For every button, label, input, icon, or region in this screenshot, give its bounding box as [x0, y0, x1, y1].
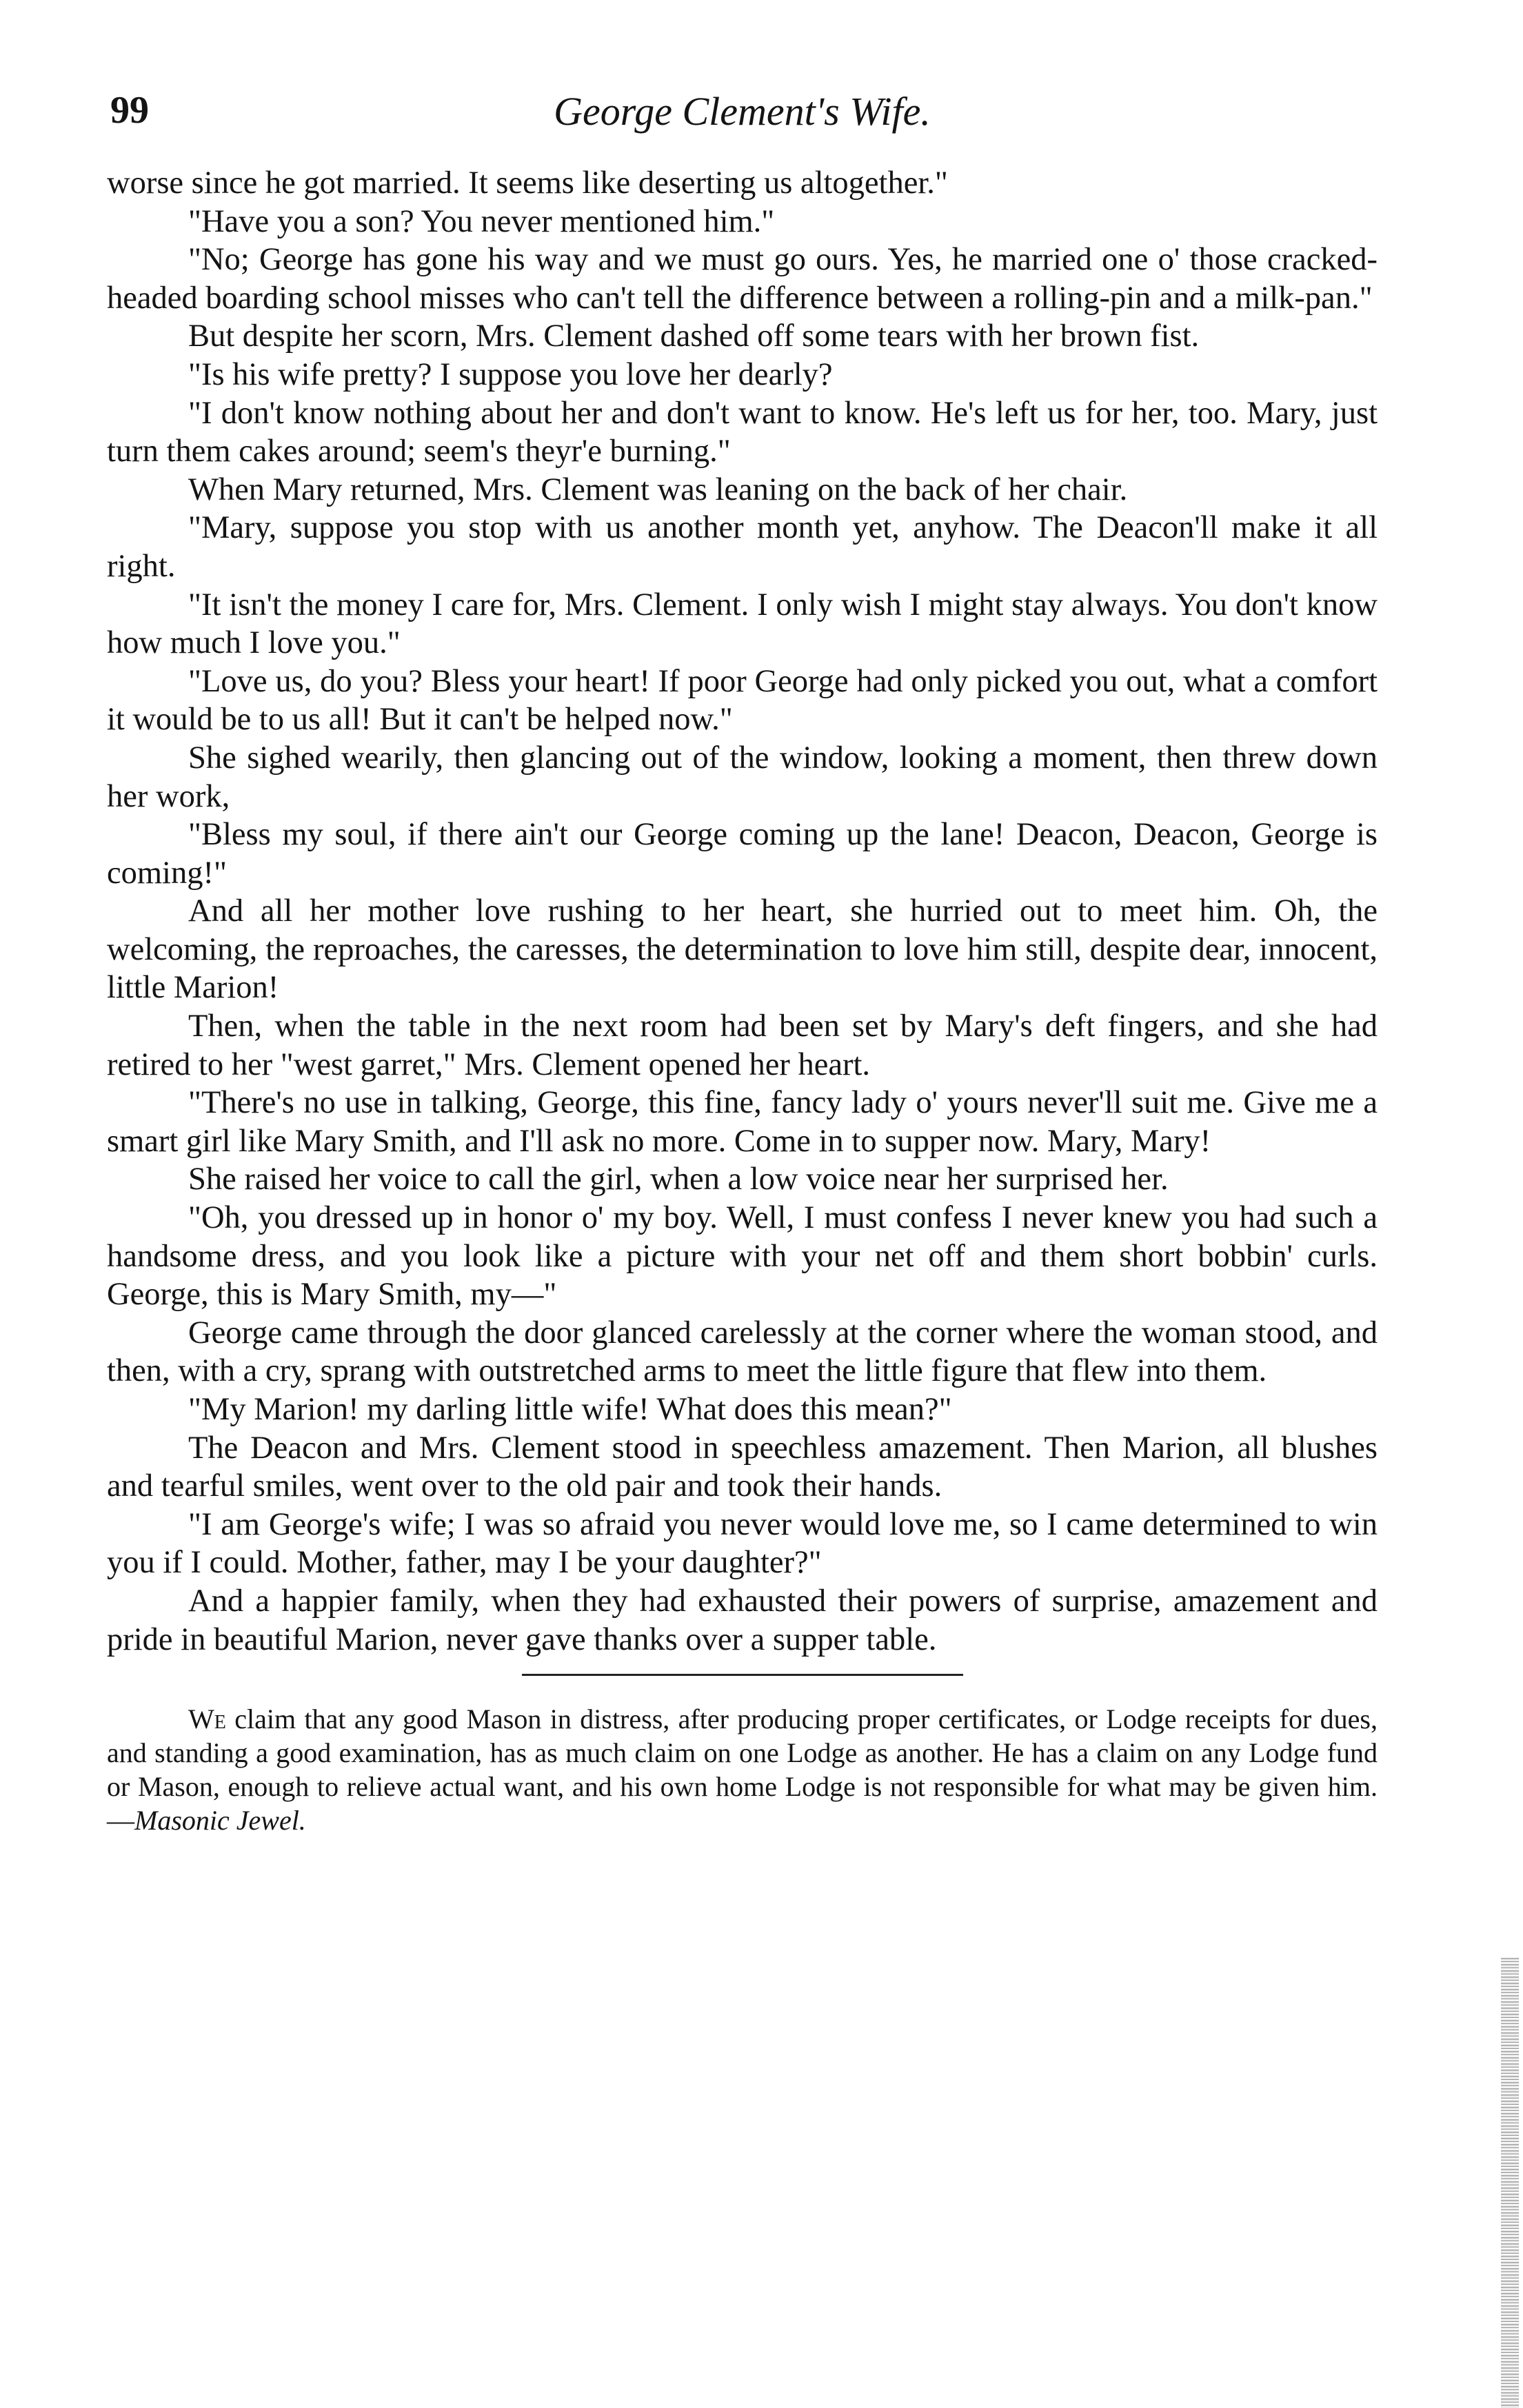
scan-edge-strip — [1501, 1958, 1519, 2408]
paragraph: The Deacon and Mrs. Clement stood in speechless amazement. Then Marion, all blushes and tearful smiles, went over to the old pair and took their hands. — [107, 1430, 1378, 1504]
paragraph: "No; George has gone his way and we must go ours. Yes, he married one o' those cracked-headed boarding school misses who can't tell the difference between a rolling-pin and a milk-pan." — [107, 242, 1378, 316]
footnote-source: Masonic Jewel. — [134, 1805, 306, 1837]
paragraph: "Love us, do you? Bless your heart! If poor George had only picked you out, what a comfort it would be to us all! But it can't be helped now." — [107, 663, 1378, 738]
paragraph: Then, when the table in the next room had been set by Mary's deft fingers, and she had retired to her "west garret," Mrs. Clement opened her heart. — [107, 1009, 1378, 1082]
paragraph: "Is his wife pretty? I suppose you love her dearly? — [188, 356, 833, 392]
story-text — [107, 164, 1378, 1659]
paragraph: And a happier family, when they had exhausted their powers of surprise, amazement and pride in beautiful Marion, never gave thanks over a supper table. — [107, 1583, 1378, 1657]
paragraph: "Have you a son? You never mentioned him." — [188, 203, 775, 239]
running-title: George Clement's Wife. — [554, 89, 931, 134]
page — [107, 88, 1378, 1837]
paragraph: When Mary returned, Mrs. Clement was leaning on the back of her chair. — [188, 472, 1128, 507]
paragraph: worse since he got married. It seems like deserting us altogether." — [107, 165, 948, 201]
paragraph: She sighed wearily, then glancing out of the window, looking a moment, then threw down her work, — [107, 740, 1378, 814]
paragraph: "There's no use in talking, George, this fine, fancy lady o' yours never'll suit me. Give me a smart girl like Mary Smith, and I'll ask no more. Come in to supper now. Mary, Mary! — [107, 1085, 1378, 1159]
paragraph: But despite her scorn, Mrs. Clement dashed off some tears with her brown fist. — [188, 318, 1200, 354]
paragraph: "I don't know nothing about her and don't want to know. He's left us for her, too. Mary, just turn them cakes around; seem's theyr'e burning." — [107, 395, 1378, 469]
paragraph: "I am George's wife; I was so afraid you never would love me, so I came determined to win you if I could. Mother, father, may I be your daughter?" — [107, 1506, 1378, 1581]
paragraph: "Oh, you dressed up in honor o' my boy. Well, I must confess I never knew you had such a handsome dress, and you look like a picture with your net off and them short bobbin' curls. George, this is Mary Smith, my—" — [107, 1200, 1378, 1313]
section-divider — [522, 1674, 963, 1676]
footnote-body: claim that any good Mason in distress, after producing proper certificates, or Lodge receipts for dues, and standing a good examination, has as much claim on one Lodge as another. He has a claim on any Lodge fund or Mason, enough to relieve actual want, and his own home Lodge is not responsible for what may be given him.— — [107, 1703, 1378, 1837]
page-header — [107, 88, 1378, 164]
paragraph: George came through the door glanced carelessly at the corner where the woman stood, and then, with a cry, sprang with outstretched arms to meet the little figure that flew into them. — [107, 1315, 1378, 1389]
paragraph: "It isn't the money I care for, Mrs. Clement. I only wish I might stay always. You don't know how much I love you." — [107, 587, 1378, 661]
page-number: 99 — [110, 89, 149, 132]
footnote-paragraph — [107, 1702, 1378, 1837]
footnote — [107, 1702, 1378, 1837]
paragraph: "My Marion! my darling little wife! What does this mean?" — [188, 1392, 952, 1427]
paragraph: She raised her voice to call the girl, when a low voice near her surprised her. — [188, 1162, 1169, 1197]
footnote-lead: We — [188, 1703, 226, 1735]
paragraph: "Mary, suppose you stop with us another month yet, anyhow. The Deacon'll make it all right. — [107, 510, 1378, 584]
paragraph: And all her mother love rushing to her heart, she hurried out to meet him. Oh, the welcoming, the reproaches, the caresses, the determination to love him still, despite dear, innocent, little Marion! — [107, 893, 1378, 1006]
paragraph: "Bless my soul, if there ain't our George coming up the lane! Deacon, Deacon, George is coming!" — [107, 817, 1378, 891]
